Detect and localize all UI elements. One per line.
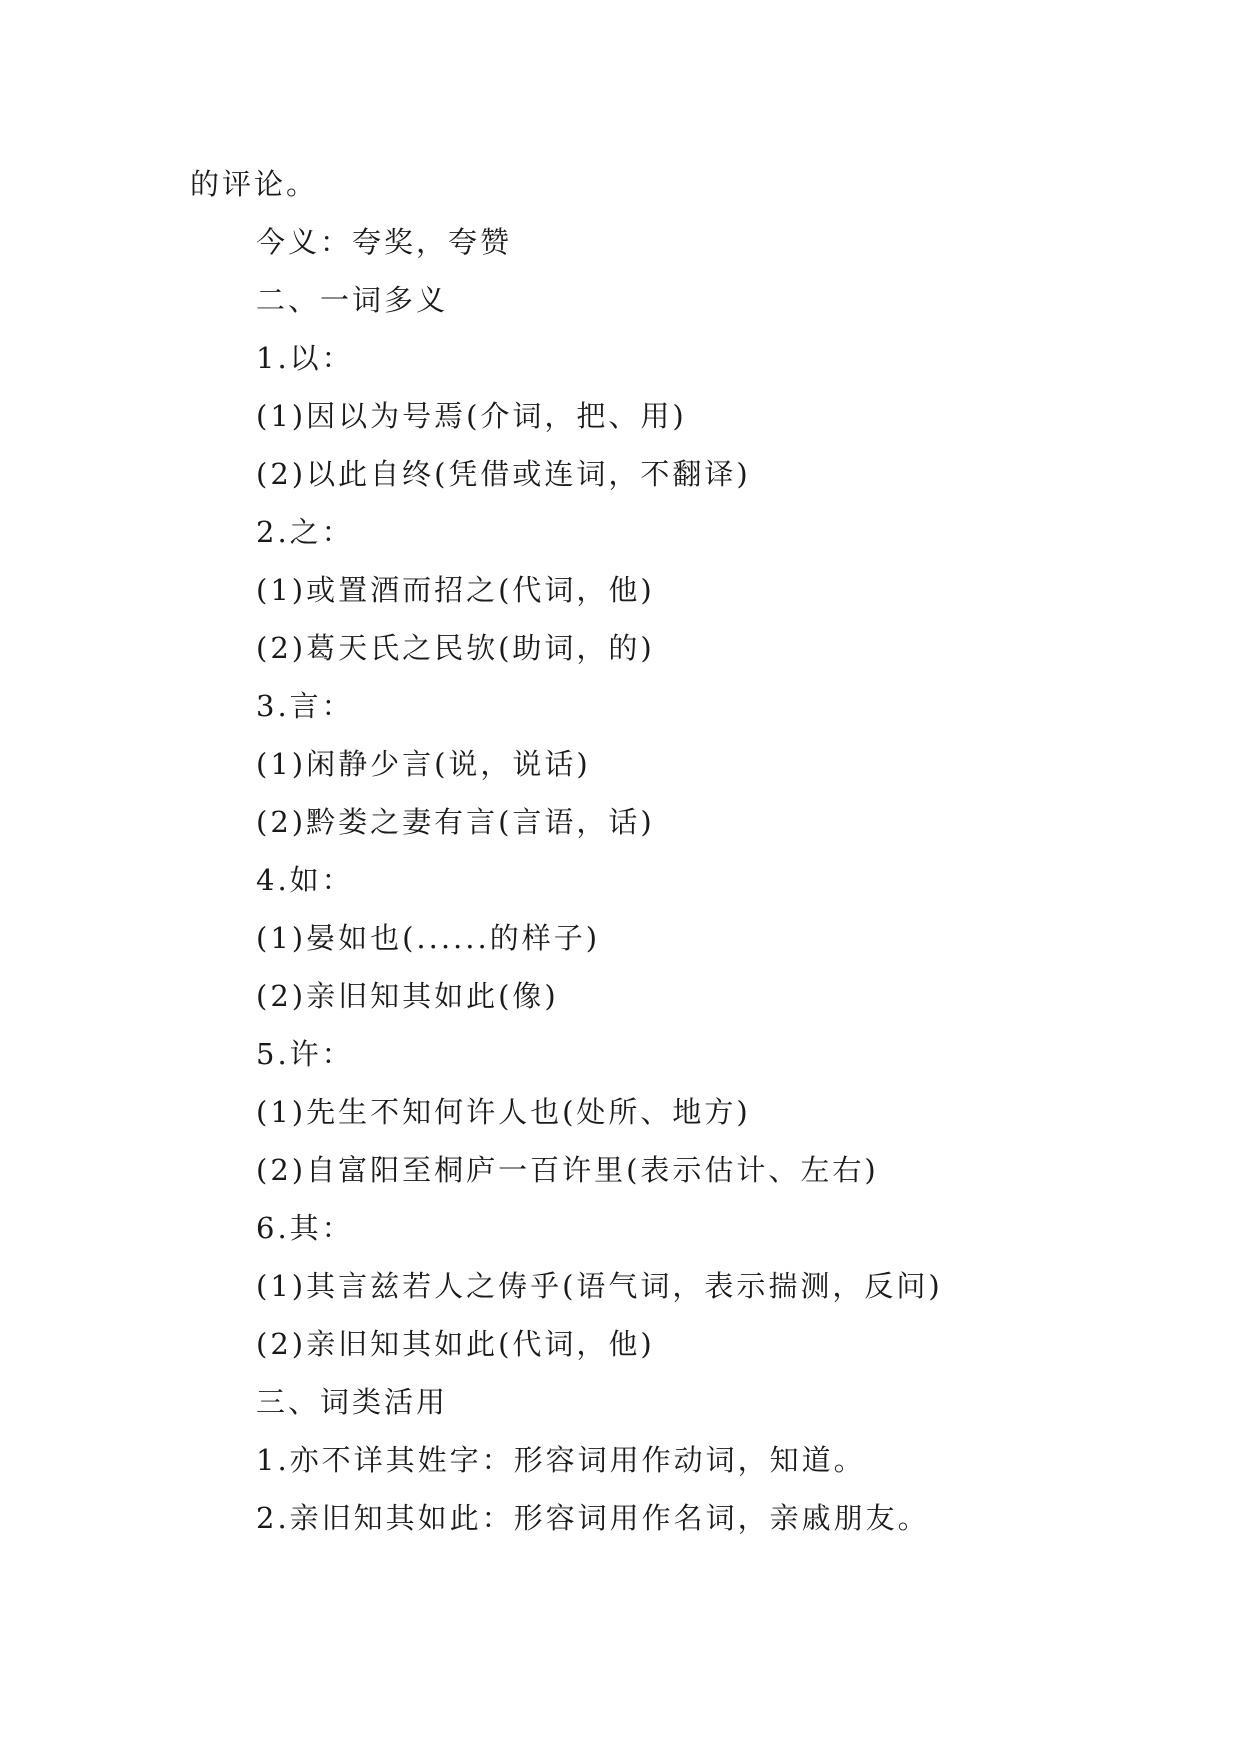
example-line: (1)闲静少言(说，说话) <box>256 747 591 781</box>
example-line: (2)自富阳至桐庐一百许里(表示估计、左右) <box>256 1153 879 1187</box>
item-heading-qi: 6.其： <box>256 1211 354 1245</box>
example-line: (1)因以为号焉(介词，把、用) <box>256 399 687 433</box>
example-line: (2)黔娄之妻有言(言语，话) <box>256 805 655 839</box>
item-heading-yan: 3.言： <box>256 689 354 723</box>
example-line: (1)其言兹若人之俦乎(语气词，表示揣测，反问) <box>256 1269 943 1303</box>
example-line: 2.亲旧知其如此：形容词用作名词，亲戚朋友。 <box>256 1501 930 1535</box>
text-line-modern-meaning: 今义：夸奖，夸赞 <box>256 225 513 259</box>
text-line-continuation: 的评论。 <box>190 167 319 201</box>
item-heading-ru: 4.如： <box>256 863 354 897</box>
example-line: (1)先生不知何许人也(处所、地方) <box>256 1095 751 1129</box>
example-line: (2)亲旧知其如此(像) <box>256 979 559 1013</box>
example-line: 1.亦不详其姓字：形容词用作动词，知道。 <box>256 1443 866 1477</box>
example-line: (1)或置酒而招之(代词，他) <box>256 573 655 607</box>
item-heading-zhi: 2.之： <box>256 515 354 549</box>
section-heading-polysemy: 二、一词多义 <box>256 283 449 317</box>
example-line: (2)葛天氏之民欤(助词，的) <box>256 631 655 665</box>
example-line: (1)晏如也(......的样子) <box>256 921 601 955</box>
section-heading-word-class: 三、词类活用 <box>256 1385 449 1419</box>
example-line: (2)以此自终(凭借或连词，不翻译) <box>256 457 751 491</box>
item-heading-yi: 1.以： <box>256 341 354 375</box>
item-heading-xu: 5.许： <box>256 1037 354 1071</box>
example-line: (2)亲旧知其如此(代词，他) <box>256 1327 655 1361</box>
